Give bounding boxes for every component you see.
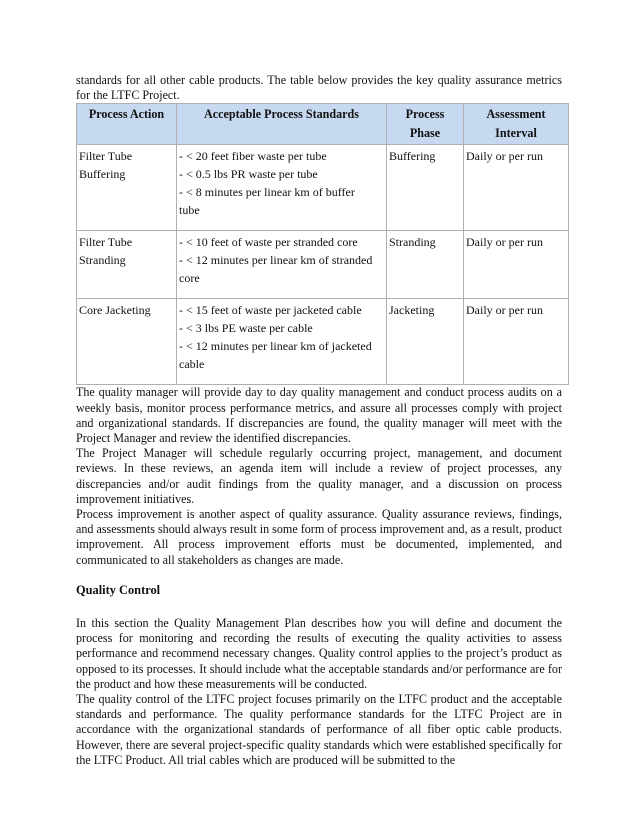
cell-standards: - < 10 feet of waste per stranded core - < 12 minutes per linear km of stranded core [177,231,387,299]
paragraph-qc-ltfc: The quality control of the LTFC project focuses primarily on the LTFC product and the acceptable standards and performance. The quality performance standards for the LTFC Project are in accordance with the organizational standards of performance of all fiber optic cable products. However, there are several project-specific quality standards which were established specifically for the LTFC Product. All trial cables which are produced will be submitted to the [76,692,562,767]
header-assessment-interval: Assessment Interval [464,104,569,145]
paragraph-quality-manager: The quality manager will provide day to day quality management and conduct process audits on a weekly basis, monitor process performance metrics, and assure all processes comply with project and organizational standards. If discrepancies are found, the quality manager will meet with the Project Manager and review the identified discrepancies. [76,385,562,446]
cell-interval: Daily or per run [464,299,569,385]
header-process-action: Process Action [77,104,177,145]
cell-standards: - < 20 feet fiber waste per tube - < 0.5 lbs PR waste per tube - < 8 minutes per linear km of buffer tube [177,145,387,231]
table-header-row [77,104,569,145]
section-heading-quality-control: Quality Control [76,582,161,597]
cell-phase: Jacketing [387,299,464,385]
document-page [76,73,562,768]
paragraph-project-manager: The Project Manager will schedule regularly occurring project, management, and document reviews. In these reviews, an agenda item will include a review of project processes, any discrepancies and/or audit findings from the quality manager, and a discussion on process improvement initiatives. [76,446,562,506]
cell-phase: Buffering [387,145,464,231]
header-process-phase: Process Phase [387,104,464,145]
cell-phase: Stranding [387,231,464,299]
table-row [77,145,569,231]
header-acceptable-standards: Acceptable Process Standards [177,104,387,145]
paragraph-qc-definition: In this section the Quality Management Plan describes how you will define and document the process for monitoring and recording the results of executing the quality activities to assess performance and recommend necessary changes. Quality control applies to the project’s product as opposed to its processes. It should include what the acceptable standards and/or performance are for the product and how these measurements will be conducted. [76,616,562,691]
cell-process-action: Filter Tube Stranding [77,231,177,299]
cell-process-action: Filter Tube Buffering [77,145,177,231]
cell-interval: Daily or per run [464,231,569,299]
table-row [77,299,569,385]
quality-metrics-table [76,103,569,385]
cell-process-action: Core Jacketing [77,299,177,385]
cell-standards: - < 15 feet of waste per jacketed cable - < 3 lbs PE waste per cable - < 12 minutes per linear km of jacketed cable [177,299,387,385]
table-row [77,231,569,299]
paragraph-process-improvement: Process improvement is another aspect of quality assurance. Quality assurance reviews, findings, and assessments should always result in some form of process improvement and, as a result, product improvement. All process improvement efforts must be documented, implemented, and communicated to all stakeholders as changes are made. [76,507,562,567]
intro-paragraph: standards for all other cable products. The table below provides the key quality assurance metrics for the LTFC Project. [76,73,562,103]
cell-interval: Daily or per run [464,145,569,231]
